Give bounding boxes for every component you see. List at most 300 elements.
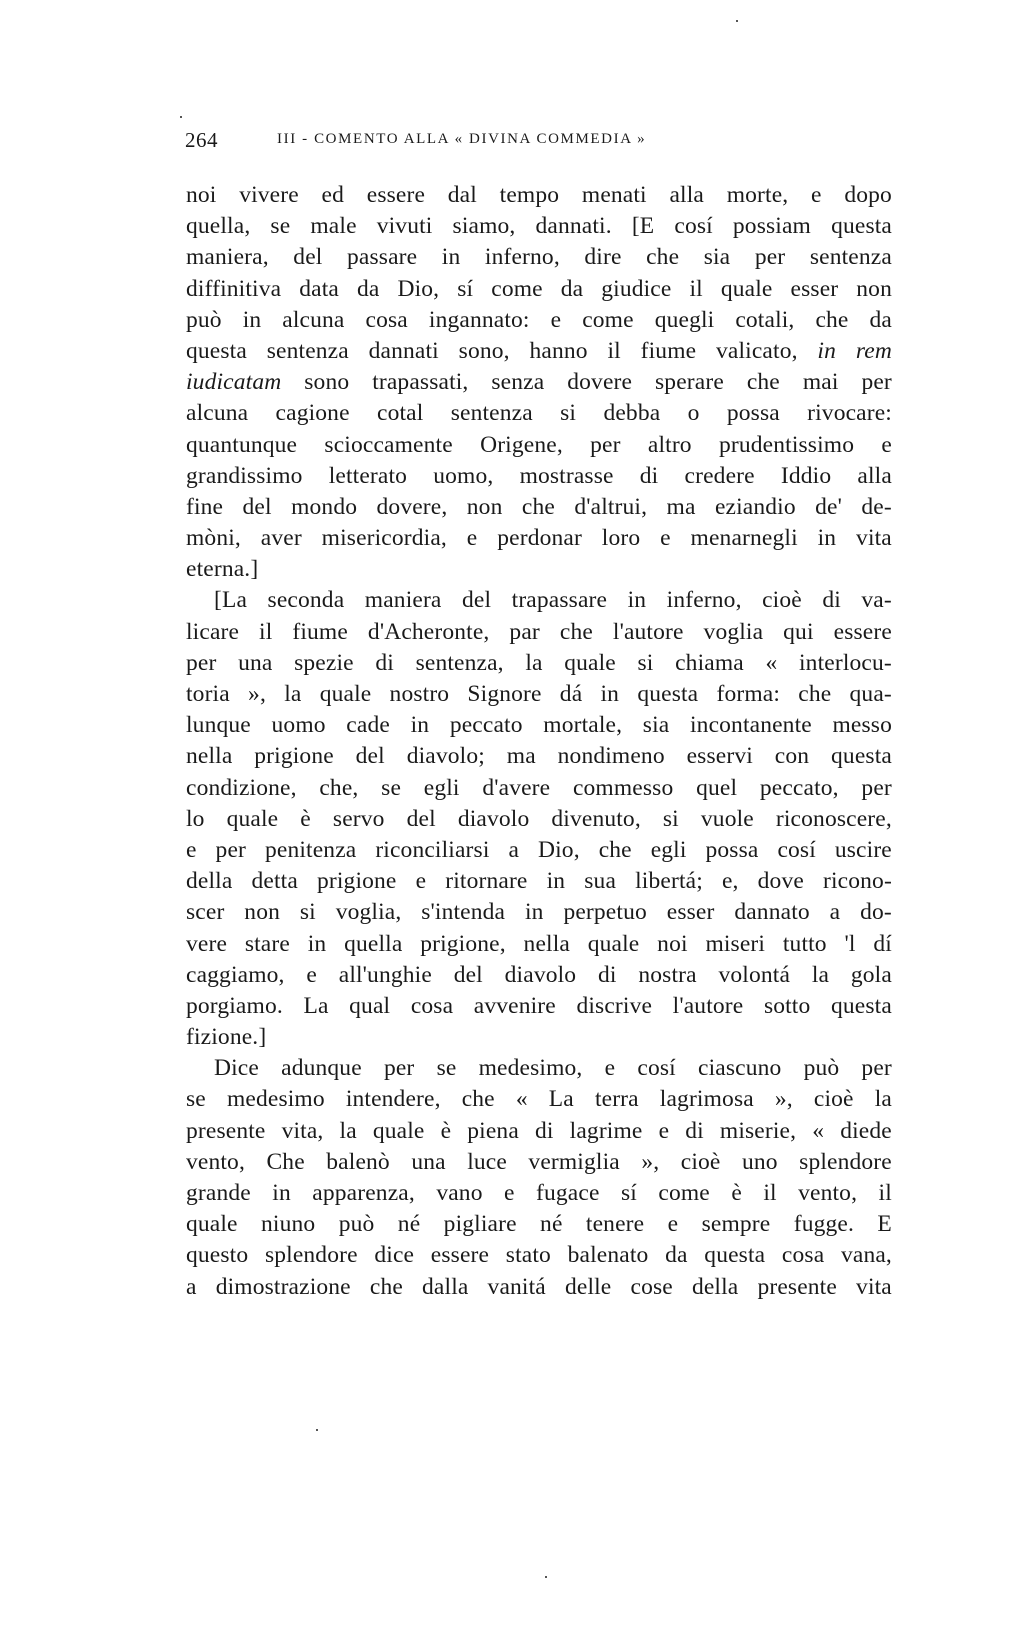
word: loro: [601, 525, 641, 552]
text-line: [186, 710, 892, 741]
word: altro: [647, 431, 692, 458]
word: in: [525, 899, 544, 926]
word: d'altrui,: [574, 493, 648, 520]
word: medesimo: [226, 1086, 325, 1113]
word: medesimo,: [478, 1055, 583, 1082]
text-line: [186, 1084, 892, 1115]
word: «: [765, 649, 778, 676]
word: sentenza: [266, 337, 349, 364]
word: in: [307, 930, 327, 957]
word: riconoscere,: [775, 805, 892, 832]
word: noi: [657, 930, 688, 957]
word: male: [310, 213, 357, 240]
word: ritornare: [445, 868, 528, 895]
word: porgiamo.: [186, 992, 283, 1019]
word: qua-: [849, 681, 892, 707]
word: uomo,: [433, 462, 494, 489]
word: volontá: [718, 961, 791, 988]
word: »,: [641, 1148, 660, 1175]
word: e,: [721, 868, 739, 895]
word: niuno: [261, 1211, 316, 1238]
word: vita: [856, 525, 892, 552]
word: vere: [186, 930, 228, 957]
word: dire: [584, 244, 622, 271]
word: intendere,: [345, 1086, 441, 1113]
word: chiama: [675, 649, 744, 676]
word: licare: [186, 618, 240, 645]
word: di: [822, 587, 841, 614]
word: sono,: [458, 337, 510, 364]
word: di: [375, 649, 394, 676]
latin-word: iudicatam: [186, 369, 282, 396]
word: inferno,: [666, 587, 742, 614]
word: in: [627, 587, 647, 614]
word: si: [637, 649, 654, 676]
word: luce: [467, 1148, 507, 1175]
word: del: [355, 743, 385, 770]
word: l'autore: [672, 992, 744, 1019]
word: e: [667, 1211, 679, 1238]
word: scioccamente: [324, 431, 453, 458]
word: cose: [630, 1273, 673, 1300]
word: esservi: [686, 743, 753, 770]
word: commesso: [572, 774, 674, 801]
text-line: [186, 679, 892, 710]
word: egli: [423, 774, 460, 801]
word: cade: [346, 712, 390, 739]
word: toria: [186, 681, 230, 707]
text-line: [186, 1272, 892, 1303]
word: de': [815, 493, 843, 520]
word: cosí: [674, 213, 713, 240]
word: ma: [666, 493, 696, 520]
text-line: [186, 1053, 892, 1084]
word: letterato: [328, 462, 408, 489]
word: all'unghie: [338, 961, 432, 988]
word: vana,: [840, 1242, 892, 1269]
word: lagrime: [569, 1117, 643, 1144]
word: adunque: [281, 1055, 362, 1082]
word: delle: [564, 1273, 612, 1300]
word: cosa: [365, 306, 408, 333]
word: maniera,: [186, 244, 269, 271]
word: e: [881, 431, 892, 458]
word: quale: [226, 805, 279, 832]
word: perpetuo: [563, 899, 647, 926]
word: mostrasse: [519, 462, 614, 489]
word: possa: [705, 836, 759, 863]
word: caggiamo,: [186, 961, 285, 988]
word: lunque: [186, 712, 251, 739]
word: sia: [642, 712, 670, 739]
word: fiume: [640, 337, 697, 364]
word: pigliare: [443, 1211, 517, 1238]
word: ed: [321, 182, 345, 208]
word: vento,: [798, 1180, 858, 1206]
word: lo: [186, 805, 205, 832]
word: si: [560, 400, 577, 427]
word: gola: [850, 961, 892, 988]
text-line: [186, 897, 892, 928]
word: questa: [831, 213, 892, 240]
word: essere: [833, 618, 892, 645]
word: per: [383, 1055, 415, 1082]
word: vivuti: [376, 213, 433, 240]
word: può: [186, 306, 222, 333]
word: sua: [584, 868, 617, 895]
word: dannati.: [535, 213, 612, 240]
word: del: [293, 244, 323, 271]
word: e: [306, 961, 317, 988]
word: per: [861, 369, 892, 396]
word: qui: [783, 618, 814, 645]
word: vita,: [281, 1117, 324, 1144]
word: dí: [873, 930, 892, 957]
word: e: [604, 1055, 616, 1082]
line-text: eterna.]: [186, 556, 259, 583]
word: per: [861, 774, 892, 801]
word: cagione: [275, 400, 350, 427]
word: Dice: [214, 1055, 259, 1082]
word: dalla: [422, 1273, 469, 1300]
word: penitenza: [264, 836, 357, 863]
word: alcuna: [186, 400, 249, 427]
word: da: [665, 1242, 688, 1269]
word: e: [550, 306, 562, 333]
word: in: [441, 244, 461, 271]
word: dove: [757, 868, 804, 895]
word: e: [660, 525, 671, 552]
word: di: [685, 1117, 704, 1144]
word: che: [521, 493, 555, 520]
word: grandissimo: [186, 462, 303, 489]
word: del: [453, 961, 483, 988]
word: messo: [832, 712, 892, 739]
word: prigione: [317, 868, 397, 895]
scan-speck: [316, 1429, 318, 1431]
word: per: [754, 244, 786, 271]
word: de-: [861, 493, 892, 520]
word: questo: [186, 1242, 249, 1269]
word: d'Acheronte,: [367, 618, 490, 645]
word: quella: [344, 930, 403, 957]
text-line: [186, 648, 892, 679]
word: possiam: [732, 213, 811, 240]
word: sia: [703, 244, 731, 271]
text-line: [186, 523, 892, 554]
word: sí: [457, 275, 474, 302]
text-line: [186, 274, 892, 305]
word: servo: [332, 805, 385, 832]
text-line: [186, 617, 892, 648]
word: passare: [347, 244, 418, 271]
text-line: [186, 1178, 892, 1209]
text-line: [186, 929, 892, 960]
text-line: [186, 960, 892, 991]
word: giudice: [601, 275, 672, 302]
word: del: [462, 587, 492, 614]
word: né: [540, 1211, 563, 1238]
word: nostra: [638, 961, 697, 988]
word: a: [829, 899, 841, 926]
word: detta: [251, 868, 298, 895]
text-line: [186, 305, 892, 336]
word: peccato,: [759, 774, 839, 801]
word: da: [356, 275, 380, 302]
word: nostro: [389, 681, 450, 707]
word: mortale,: [543, 712, 623, 739]
word: debba: [603, 400, 661, 427]
word: il: [763, 1180, 777, 1206]
word: sono: [304, 369, 350, 396]
word: sotto: [763, 992, 811, 1019]
word: quel: [696, 774, 738, 801]
word: di: [639, 462, 659, 489]
word: in: [600, 681, 620, 707]
word: il: [259, 618, 273, 645]
word: e: [466, 525, 478, 552]
word: del: [242, 493, 272, 520]
word: che: [798, 681, 832, 707]
word: credere: [684, 462, 755, 489]
word: che: [369, 1273, 403, 1300]
word: Signore: [467, 681, 542, 707]
word: dal: [447, 182, 477, 208]
word: prigione,: [420, 930, 506, 957]
word: esser: [790, 275, 839, 302]
word: quantunque: [186, 431, 298, 458]
word: se: [381, 774, 402, 801]
word: dice: [374, 1242, 415, 1269]
word: dovere: [567, 369, 633, 396]
word: ingannato:: [428, 306, 530, 333]
word: cosa: [781, 1242, 825, 1269]
word: cosí: [777, 836, 816, 863]
word: quale: [564, 649, 616, 676]
word: Dio,: [538, 836, 580, 863]
word: tutto: [782, 930, 827, 957]
word: questa: [704, 1242, 766, 1269]
word: cioè: [680, 1148, 721, 1175]
word: vanitá: [487, 1273, 546, 1300]
word: [E: [631, 213, 655, 240]
word: vivere: [239, 182, 299, 208]
word: ciascuno: [697, 1055, 782, 1082]
word: una: [411, 1148, 446, 1175]
word: perdonar: [497, 525, 582, 552]
text-line: [186, 1022, 892, 1053]
word: né: [397, 1211, 421, 1238]
word: dopo: [844, 182, 892, 208]
body-text: [186, 180, 892, 1303]
word: presente: [757, 1273, 837, 1300]
word: sperare: [655, 369, 724, 396]
word: dannato: [734, 899, 810, 926]
word: nondimeno: [557, 743, 665, 770]
text-line: [186, 1240, 892, 1271]
word: hanno: [529, 337, 588, 364]
word: cosí: [637, 1055, 676, 1082]
word: condizione,: [186, 774, 297, 801]
word: 'l: [844, 930, 856, 957]
word: qual: [349, 992, 391, 1019]
word: mòni,: [186, 525, 241, 552]
word: che: [646, 244, 680, 271]
word: piena: [467, 1117, 519, 1144]
word: esser: [666, 899, 715, 926]
word: Che: [266, 1148, 305, 1175]
word: per: [215, 836, 247, 863]
word: prigione: [254, 743, 334, 770]
word: se: [186, 1086, 206, 1113]
word: forma:: [716, 681, 781, 707]
word: possa: [726, 400, 780, 427]
word: mai: [802, 369, 839, 396]
word: cosa: [410, 992, 454, 1019]
word: sentenza,: [415, 649, 504, 676]
word: uno: [741, 1148, 778, 1175]
word: questa: [831, 992, 892, 1019]
word: dá: [559, 681, 583, 707]
word: non: [856, 275, 892, 302]
word: per: [590, 431, 621, 458]
word: splendore: [264, 1242, 358, 1269]
word: questa: [186, 337, 247, 364]
word: in: [272, 1180, 291, 1206]
word: spezie: [294, 649, 354, 676]
word: come: [658, 1180, 710, 1206]
word: cioè: [813, 1086, 854, 1113]
word: del: [406, 805, 436, 832]
word: E: [877, 1211, 892, 1238]
word: tempo: [499, 182, 560, 208]
word: do-: [860, 899, 892, 926]
text-line: [186, 585, 892, 616]
word: tenere: [585, 1211, 645, 1238]
word: il: [689, 275, 703, 302]
word: a: [186, 1273, 197, 1300]
word: discrive: [576, 992, 653, 1019]
text-line: [186, 741, 892, 772]
latin-word: in: [817, 337, 837, 364]
word: a: [508, 836, 520, 863]
word: cotal: [376, 400, 424, 427]
word: e: [811, 182, 822, 208]
word: valicato,: [716, 337, 798, 364]
word: che: [815, 306, 849, 333]
word: s'intenda: [421, 899, 506, 926]
text-line: [186, 1209, 892, 1240]
word: per: [861, 1055, 892, 1082]
word: la: [525, 649, 543, 676]
word: [La: [214, 587, 248, 614]
word: l'autore: [612, 618, 684, 645]
text-line: [186, 1147, 892, 1178]
word: data: [299, 275, 339, 302]
word: se: [436, 1055, 457, 1082]
word: Dio,: [397, 275, 440, 302]
word: in: [242, 306, 262, 333]
running-header: [185, 128, 795, 158]
word: alla: [669, 182, 704, 208]
word: diede: [840, 1117, 892, 1144]
word: »,: [774, 1086, 793, 1113]
word: e: [658, 1117, 670, 1144]
word: fugge.: [793, 1211, 855, 1238]
word: quale: [319, 681, 372, 707]
word: mondo: [291, 493, 358, 520]
scan-speck: [180, 116, 182, 118]
word: libertá;: [635, 868, 703, 895]
word: diffinitiva: [186, 275, 282, 302]
word: maniera: [364, 587, 442, 614]
word: può: [338, 1211, 375, 1238]
line-text: fizione.]: [186, 1024, 267, 1051]
word: morte,: [726, 182, 789, 208]
word: ricono-: [823, 868, 892, 895]
word: menati: [581, 182, 647, 208]
word: può: [803, 1055, 840, 1082]
word: misericordia,: [321, 525, 447, 552]
word: che: [598, 836, 632, 863]
word: sentenza: [809, 244, 892, 271]
word: incontanente: [689, 712, 812, 739]
word: che: [461, 1086, 495, 1113]
word: cotali,: [735, 306, 795, 333]
word: »,: [248, 681, 266, 707]
word: della: [186, 868, 233, 895]
word: nella: [186, 743, 233, 770]
word: diavolo;: [406, 743, 485, 770]
word: fiume: [292, 618, 348, 645]
word: che,: [319, 774, 359, 801]
word: in: [546, 868, 566, 895]
word: dimostrazione: [215, 1273, 351, 1300]
word: splendore: [799, 1148, 892, 1175]
word: è: [440, 1117, 452, 1144]
word: non: [244, 899, 280, 926]
word: vita: [856, 1273, 892, 1300]
text-line: [186, 211, 892, 242]
word: il: [878, 1180, 892, 1206]
word: menarnegli: [690, 525, 798, 552]
word: voglia: [703, 618, 764, 645]
word: quale: [372, 1117, 425, 1144]
word: che: [746, 369, 780, 396]
word: terra: [594, 1086, 639, 1113]
word: «: [812, 1117, 825, 1144]
word: questa: [831, 743, 892, 770]
word: è: [300, 805, 311, 832]
text-line: [186, 991, 892, 1022]
word: balenato: [567, 1242, 649, 1269]
word: in: [817, 525, 837, 552]
word: noi: [186, 182, 217, 208]
word: riconciliarsi: [375, 836, 490, 863]
word: balenò: [326, 1148, 390, 1175]
word: siamo,: [452, 213, 516, 240]
word: è: [731, 1180, 742, 1206]
word: una: [238, 649, 273, 676]
word: stato: [505, 1242, 551, 1269]
text-line: [186, 835, 892, 866]
word: egli: [650, 836, 687, 863]
word: non: [466, 493, 503, 520]
running-title: III - COMENTO ALLA « DIVINA COMMEDIA »: [277, 131, 647, 147]
word: fine: [186, 493, 224, 520]
word: miseri: [705, 930, 766, 957]
word: lagrimosa: [659, 1086, 754, 1113]
